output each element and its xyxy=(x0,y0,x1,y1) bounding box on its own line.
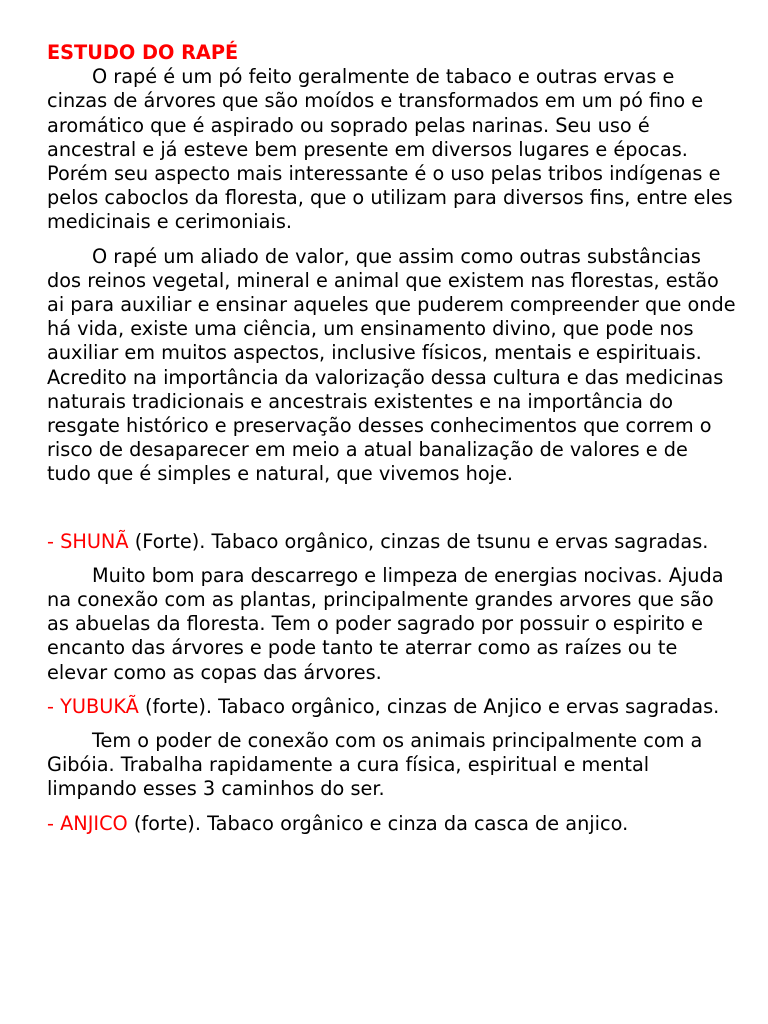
item-shuna-name: - SHUNÃ xyxy=(47,529,129,553)
item-yubuka-name: - YUBUKÃ xyxy=(47,694,139,718)
item-shuna-desc: (Forte). Tabaco orgânico, cinzas de tsunu e ervas sagradas. xyxy=(128,529,709,553)
item-yubuka-body: Tem o poder de conexão com os animais principalmente com a Gibóia. Trabalha rapidamente a cura física, espiritual e mental limpando esses 3 caminhos do ser. xyxy=(47,729,703,801)
document-page xyxy=(47,41,737,836)
item-anjico-heading xyxy=(47,812,737,836)
item-yubuka-desc: (forte). Tabaco orgânico, cinzas de Anjico e ervas sagradas. xyxy=(138,694,720,718)
item-anjico-name: - ANJICO xyxy=(47,811,128,835)
item-anjico-desc: (forte). Tabaco orgânico e cinza da casca de anjico. xyxy=(127,811,629,835)
item-yubuka-heading xyxy=(47,695,737,719)
item-shuna-heading xyxy=(47,530,737,554)
intro-paragraph-3: Acredito na importância da valorização dessa cultura e das medicinas naturais tradicionais e ancestrais existentes e na importância do resgate histórico e preservação desses conhecimentos que correm o risco de desaparecer em meio a atual banalização de valores e de tudo que é simples e natural, que vivemos hoje. xyxy=(47,365,724,486)
item-shuna-body: Muito bom para descarrego e limpeza de energias nocivas. Ajuda na conexão com as plantas, principalmente grandes arvores que são as abuelas da floresta. Tem o poder sagrado por possuir o espirito e encanto das árvores e pode tanto te aterrar como as raízes ou te elevar como as copas das árvores. xyxy=(47,563,724,684)
intro-paragraph-1: O rapé é um pó feito geralmente de tabaco e outras ervas e cinzas de árvores que são moídos e transformados em um pó fino e aromático que é aspirado ou soprado pelas narinas. Seu uso é ancestral e já esteve bem presente em diversos lugares e épocas. Porém seu aspecto mais interessante é o uso pelas tribos indígenas e pelos caboclos da floresta, que o utilizam para diversos fins, entre eles medicinais e cerimoniais. xyxy=(47,65,733,234)
document-title: ESTUDO DO RAPÉ xyxy=(47,41,239,64)
intro-paragraph-2: O rapé um aliado de valor, que assim como outras substâncias dos reinos vegetal, mineral e animal que existem nas florestas, estão ai para auxiliar e ensinar aqueles que puderem compreender que onde há vida, existe uma ciência, um ensinamento divino, que pode nos auxiliar em muitos aspectos, inclusive físicos, mentais e espirituais. xyxy=(47,244,736,365)
